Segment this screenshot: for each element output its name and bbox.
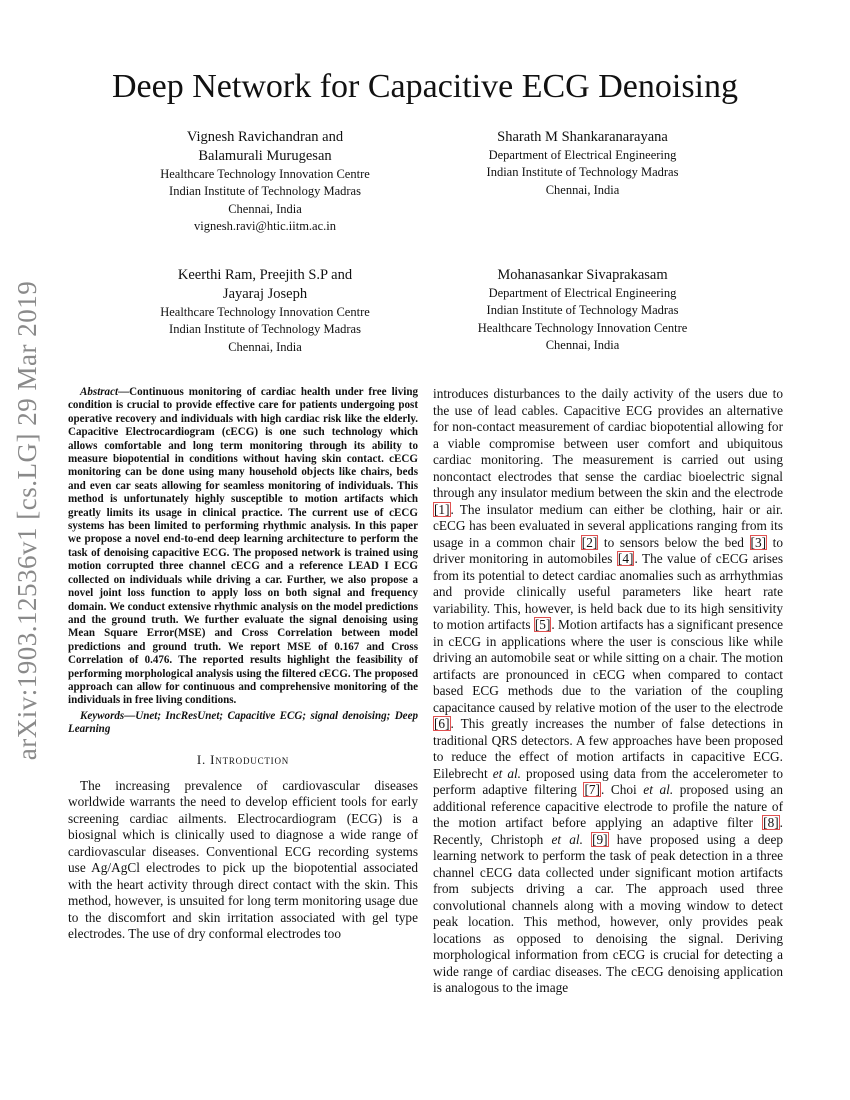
author-block-2 <box>445 128 720 199</box>
et-al: et al. <box>643 782 674 797</box>
author-block-4 <box>445 266 720 354</box>
text-run: . The value of cECG arises from its potential to detect cardiac anomalies such as arrhythmias and provide clinically useful parameters like heart rate variability. This, however, is held back due to its high sensitivity to motion artifacts <box>433 551 783 632</box>
abstract-lead: Abstract <box>80 386 119 398</box>
affiliation-line: Indian Institute of Technology Madras <box>169 322 361 337</box>
text-run: proposed using data from the accelerometer to perform adaptive filtering <box>433 765 783 797</box>
author-name: Keerthi Ram, Preejith S.P and <box>177 267 353 283</box>
left-column <box>68 386 418 943</box>
intro-paragraph-right <box>433 386 783 997</box>
text-run: . This greatly increases the number of false detections in traditional QRS detectors. A few approaches have been proposed to reduce the effect of motion artifacts in capacitive ECG. Eilebrecht <box>433 716 783 781</box>
author-block-3 <box>130 266 400 356</box>
citation-link[interactable]: [8] <box>763 815 779 830</box>
paper-title: Deep Network for Capacitive ECG Denoising <box>112 68 738 105</box>
text-run: proposed using an additional reference capacitive electrode to profile the nature of the motion artifact before applying an adaptive filter <box>433 782 783 830</box>
affiliation-line: Healthcare Technology Innovation Centre <box>477 320 688 335</box>
author-name: Vignesh Ravichandran and <box>186 129 344 145</box>
citation-link[interactable]: [5] <box>534 617 551 632</box>
text-run: have proposed using a deep learning network to perform the task of peak detection in a three channel cECG data collected under significant motion artifacts from subjects driving a car. The approach used three convolutional channels along with a moving window to detect peak location. This method, however, only provides peak locations as opposed to denoising the signal. Deriving morphological information from cECG is crucial for detecting a wide range of cardiac diseases. The cECG denoising application is analogous to the image <box>433 831 783 995</box>
affiliation-line: Indian Institute of Technology Madras <box>486 165 679 180</box>
et-al: et al. <box>492 765 521 781</box>
intro-paragraph-left: The increasing prevalence of cardiovascular diseases worldwide warrants the need to develop efficient tools for early screening cardiac ailments. Electrocardiogram (ECG) is a biosignal which is clinically used to diagnose a wide range of cardiovascular diseases. Conventional ECG recording systems use Ag/AgCl electrodes to pick up the biopotential associated with the heart activity through direct contact with the skin. This method, however, is unsuited for long term monitoring usage due to the discomfort and skin irritation associated with gel type electrodes. The use of dry conformal electrodes too <box>68 777 418 942</box>
affiliation-line: Department of Electrical Engineering <box>488 148 677 162</box>
affiliation-line: Healthcare Technology Innovation Centre <box>160 167 370 181</box>
arxiv-identifier: arXiv:1903.12536v1 [cs.LG] 29 Mar 2019 <box>12 280 43 760</box>
affiliation-line: Chennai, India <box>545 337 620 352</box>
citation-link[interactable]: [6] <box>434 716 450 731</box>
text-run: . The insulator medium can either be clothing, hair or air. cECG has been evaluated in several applications ranging from its usage in a common chair <box>433 501 783 550</box>
affiliation-line: Healthcare Technology Innovation Centre <box>160 305 370 319</box>
text-run: . Motion artifacts has a significant presence in cECG in applications where the user is conscious like while driving an automobile seat or while sitting on a chair. The motion artifacts are pronounced in cECG when compared to contact based ECG methods due to the variation of the coupling capacitance caused by relative motion of the user to the electrode <box>433 617 784 715</box>
keywords: Keywords—Unet; IncResUnet; Capacitive ECG; signal denoising; Deep Learning <box>68 709 418 736</box>
text-run: to driver monitoring in automobiles <box>433 534 784 566</box>
author-name: Sharath M Shankaranarayana <box>497 129 668 145</box>
arxiv-side-stamp <box>8 280 48 760</box>
text-run: . Choi <box>600 782 644 797</box>
citation-link[interactable]: [3] <box>750 534 767 550</box>
affiliation-line: Chennai, India <box>228 201 302 216</box>
affiliation-line: Department of Electrical Engineering <box>488 286 677 300</box>
citation-link[interactable]: [4] <box>617 551 634 566</box>
text-run <box>583 832 591 847</box>
affiliation-line: Indian Institute of Technology Madras <box>169 184 361 199</box>
citation-link[interactable]: [1] <box>434 501 450 517</box>
citation-link[interactable]: [2] <box>581 534 598 550</box>
author-name: Mohanasankar Sivaprakasam <box>497 267 668 283</box>
text-run: introduces disturbances to the daily activity of the users due to the use of lead cables. Capacitive ECG provides an alternative for non-contact measurement of cardiac biopotential allowing for a viable compromise between user comfort and ubiquitous cardiac monitoring. The measurement is carried out using noncontact electrodes that sense the cardiac bioelectric signal through any insulator medium between the skin and the electrode <box>433 386 783 500</box>
text-run: to sensors below the bed <box>598 534 750 550</box>
affiliation-line: Chennai, India <box>545 182 620 197</box>
et-al: et al. <box>551 831 583 847</box>
section-heading-introduction <box>68 752 418 768</box>
right-column <box>433 386 783 997</box>
affiliation-line: Chennai, India <box>228 339 302 354</box>
author-name: Jayaraj Joseph <box>222 286 308 302</box>
text-run: . Recently, Christoph <box>433 815 783 847</box>
affiliation-line: Indian Institute of Technology Madras <box>486 303 679 318</box>
citation-link[interactable]: [7] <box>584 782 600 797</box>
abstract-text: —Continuous monitoring of cardiac health under free living condition is crucial to provide effective care for patients undergoing post operative recovery and individuals with high cardiac risk like the elderly. Capacitive Electrocardiogram (cECG) is one such technology which allows comfortable and long term monitoring through its ability to measure biopotential in conditions without having skin contact. cECG monitoring can be done using many household objects like chairs, beds and even car seats allowing for seamless monitoring of individuals. This method is unfortunately highly susceptible to motion artifacts which greatly limits its usage in clinical practice. The current use of cECG systems has been limited to performing rhythmic analysis. In this paper we propose a novel end-to-end deep learning architecture to perform the task of denoising capacitive ECG. The proposed network is trained using motion corrupted three channel cECG and a reference LEAD I ECG collected on individuals while driving a car. Further, we also propose a novel joint loss function to apply loss on both signal and frequency domain. We conduct extensive rhythmic analysis on the model predictions and the ground truth. We further evaluate the signal denoising using Mean Square Error(MSE) and Cross Correlation between model predictions and ground truth. We report MSE of 0.167 and Cross Correlation of 0.476. The reported results highlight the feasibility of performing morphological analysis using the filtered cECG. The proposed approach can allow for continuous and comprehensive monitoring of the individuals in free living conditions. <box>68 386 418 707</box>
author-name: Balamurali Murugesan <box>198 148 332 164</box>
abstract <box>68 386 418 708</box>
citation-link[interactable]: [9] <box>592 831 608 847</box>
author-email: vignesh.ravi@htic.iitm.ac.in <box>193 218 337 233</box>
author-block-1 <box>130 128 400 235</box>
section-title: I. Introduction <box>196 751 290 767</box>
